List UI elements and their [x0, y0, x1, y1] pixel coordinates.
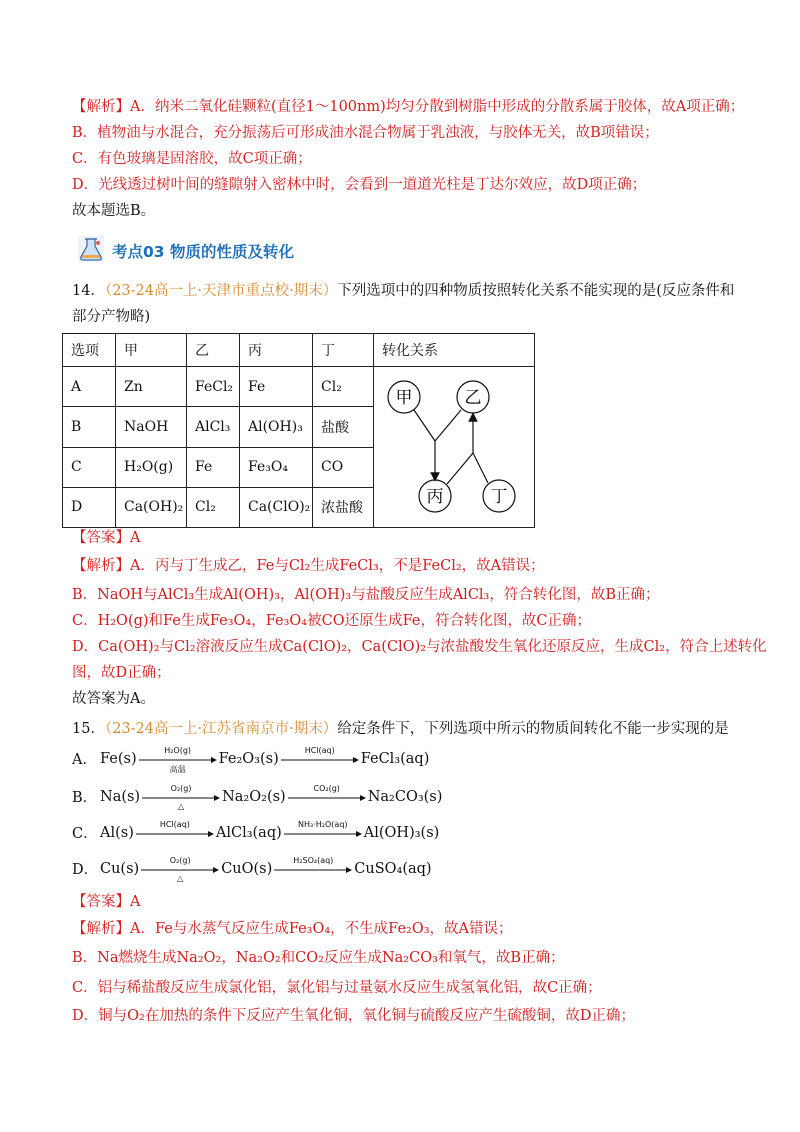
table-header: 转化关系	[374, 334, 535, 367]
table-cell: Ca(OH)₂	[116, 487, 187, 527]
product: Al(OH)₃(s)	[363, 824, 440, 841]
table-header: 乙	[187, 334, 240, 367]
reactant: Fe(s)	[100, 750, 137, 767]
analysis-tag: 【解析】	[72, 558, 130, 574]
q15-analysis-line-4: D．铜与O₂在加热的条件下反应产生氧化铜，氧化铜与硫酸反应产生硫酸铜，故D正确；	[72, 1008, 635, 1024]
reaction-arrow: H₂SO₄(aq)	[274, 860, 352, 878]
conversion-diagram	[374, 367, 534, 523]
q14-stem-line-1	[72, 281, 734, 301]
section-title: 考点03 物质的性质及转化	[112, 243, 294, 261]
analysis-tag: 【解析】	[72, 921, 130, 937]
q14-source: （23-24高一上·天津市重点校·期末）	[104, 283, 338, 299]
q15-stem	[72, 719, 729, 739]
reaction-arrow: NH₃·H₂O(aq)	[284, 824, 362, 842]
q14-number: 14．	[72, 283, 105, 299]
q15-option-d	[72, 855, 432, 883]
q14-analysis-line-4: D．Ca(OH)₂与Cl₂溶液反应生成Ca(ClO)₂，Ca(ClO)₂与浓盐酸发生氧化还原反应，生成Cl₂，符合上述转化	[72, 639, 767, 655]
table-cell: AlCl₃	[187, 407, 240, 447]
option-label: B．	[72, 790, 98, 806]
node-bing: 丙	[426, 487, 444, 507]
table-header-row	[63, 334, 535, 367]
reaction-arrow: CO₂(g)	[288, 788, 366, 806]
q13-analysis-line-3: C．有色玻璃是固溶胶，故C项正确；	[72, 151, 312, 167]
intermediate: CuO(s)	[221, 860, 273, 877]
q15-analysis-line-3: C．铝与稀盐酸反应生成氯化铝，氯化铝与过量氨水反应生成氢氧化铝，故C正确；	[72, 980, 602, 996]
product: FeCl₃(aq)	[360, 750, 430, 767]
node-ding: 丁	[490, 487, 508, 507]
q15-option-c	[72, 819, 440, 843]
q13-analysis-line-1: 【解析】A．纳米二氧化硅颗粒(直径1～100nm)均匀分散到树脂中形成的分散系属于胶体，故A项正确；	[72, 99, 745, 115]
table-cell: Zn	[116, 367, 187, 407]
flask-icon	[78, 236, 104, 266]
q15-stem-text: 给定条件下，下列选项中所示的物质间转化不能一步实现的是	[337, 721, 729, 737]
table-row	[63, 367, 535, 407]
q15-source: （23-24高一上·江苏省南京市·期末）	[104, 721, 338, 737]
q14-analysis-line-2: B．NaOH与AlCl₃生成Al(OH)₃，Al(OH)₃与盐酸反应生成AlCl₃，符合转化图，故B正确；	[72, 587, 660, 603]
table-cell: Al(OH)₃	[240, 407, 313, 447]
table-cell: Fe₃O₄	[240, 447, 313, 487]
section-heading	[78, 236, 294, 266]
table-cell: Ca(ClO)₂	[240, 487, 313, 527]
q13-conclusion: 故本题选B。	[72, 203, 156, 219]
q15-option-a	[72, 745, 430, 774]
table-cell: FeCl₂	[187, 367, 240, 407]
table-cell: H₂O(g)	[116, 447, 187, 487]
q13-analysis-line-2: B．植物油与水混合，充分振荡后可形成油水混合物属于乳浊液，与胶体无关，故B项错误；	[72, 125, 659, 141]
reaction-arrow: O₂(g) △	[141, 860, 219, 878]
q15-number: 15．	[72, 721, 105, 737]
intermediate: AlCl₃(aq)	[215, 824, 282, 841]
reaction-arrow: HCl(aq)	[281, 750, 359, 768]
analysis-tag: 【解析】	[72, 99, 130, 115]
table-cell: A	[63, 367, 116, 407]
table-cell: 浓盐酸	[313, 487, 374, 527]
table-header: 丙	[240, 334, 313, 367]
q15-option-b	[72, 783, 443, 811]
node-jia: 甲	[395, 388, 413, 408]
table-cell: Cl₂	[187, 487, 240, 527]
q14-conclusion: 故答案为A。	[72, 691, 155, 707]
intermediate: Na₂O₂(s)	[222, 788, 286, 805]
table-cell: Fe	[187, 447, 240, 487]
table-header: 甲	[116, 334, 187, 367]
table-header: 选项	[63, 334, 116, 367]
q15-analysis-line-2: B．Na燃烧生成Na₂O₂，Na₂O₂和CO₂反应生成Na₂CO₃和氧气，故B正确；	[72, 950, 565, 966]
table-cell: C	[63, 447, 116, 487]
table-cell: 盐酸	[313, 407, 374, 447]
reactant: Na(s)	[100, 788, 141, 805]
option-label: D．	[72, 862, 99, 878]
q14-analysis-line-1: 【解析】A．丙与丁生成乙，Fe与Cl₂生成FeCl₃，不是FeCl₂，故A错误；	[72, 558, 545, 574]
reaction-arrow: H₂O(g) 高温	[139, 750, 217, 768]
q15-answer: 【答案】A	[72, 894, 141, 910]
table-cell: CO	[313, 447, 374, 487]
reaction-arrow: O₂(g) △	[142, 788, 220, 806]
product: Na₂CO₃(s)	[367, 788, 443, 805]
q14-stem-line-2: 部分产物略)	[72, 309, 151, 325]
table-cell: B	[63, 407, 116, 447]
q14-stem-text: 下列选项中的四种物质按照转化关系不能实现的是(反应条件和	[337, 283, 735, 299]
table-header: 丁	[313, 334, 374, 367]
q14-table	[62, 333, 535, 528]
table-cell: NaOH	[116, 407, 187, 447]
table-cell: Fe	[240, 367, 313, 407]
q14-analysis-line-5: 图，故D正确；	[72, 665, 171, 681]
q14-analysis-line-3: C．H₂O(g)和Fe生成Fe₃O₄，Fe₃O₄被CO还原生成Fe，符合转化图，故C正确；	[72, 613, 592, 629]
option-label: A．	[72, 752, 97, 768]
table-cell: Cl₂	[313, 367, 374, 407]
table-cell: D	[63, 487, 116, 527]
q14-answer: 【答案】A	[72, 530, 141, 546]
q13-analysis-line-4: D．光线透过树叶间的缝隙射入密林中时，会看到一道道光柱是丁达尔效应，故D项正确；	[72, 177, 647, 193]
q15-analysis-line-1: 【解析】A．Fe与水蒸气反应生成Fe₃O₄，不生成Fe₂O₃，故A错误；	[72, 921, 513, 937]
reaction-arrow: HCl(aq)	[136, 824, 214, 842]
product: CuSO₄(aq)	[354, 860, 432, 877]
reactant: Al(s)	[100, 824, 134, 841]
intermediate: Fe₂O₃(s)	[218, 750, 279, 767]
option-label: C．	[72, 826, 98, 842]
node-yi: 乙	[464, 388, 482, 408]
reactant: Cu(s)	[100, 860, 140, 877]
conversion-diagram-cell	[374, 367, 535, 528]
